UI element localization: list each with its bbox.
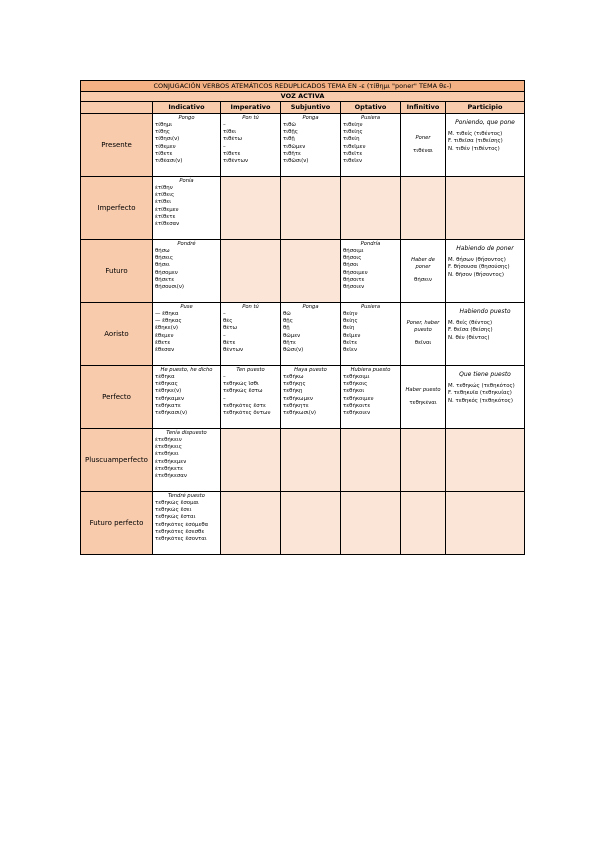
verb-form: ἔθηκε(ν)	[155, 325, 178, 332]
cell-caption: Pon tú	[242, 115, 259, 121]
verb-form: τιθῆτε	[283, 150, 301, 157]
verb-form: τεθηκὼς ἔσται	[155, 514, 196, 521]
verb-form: τιθῶμεν	[283, 143, 306, 150]
verb-form: θήσετε	[155, 276, 175, 283]
cell-caption: Ponga	[302, 115, 319, 121]
verb-form: τεθήκωσι(ν)	[283, 410, 317, 417]
verb-form: τίθεμεν	[155, 143, 176, 150]
empty-cell	[446, 429, 525, 492]
verb-form: τιθῇ	[283, 136, 295, 143]
verb-form: ἐτεθήκειν	[155, 437, 182, 443]
imperativo-cell	[221, 114, 281, 177]
infinitivo-cell	[401, 303, 446, 366]
participle-form: F. θήσουσα (θησούσης)	[448, 264, 510, 271]
verb-form: ἐτίθετε	[155, 213, 176, 220]
participle-form: F. τεθηκυῖα (τεθηκυίας)	[448, 390, 512, 397]
verb-form: ἐτίθεσαν	[155, 221, 180, 228]
verb-form: τεθηκότες ἔστε	[223, 402, 266, 409]
verb-form: τέθηκα	[155, 374, 175, 380]
verb-form: θήσοιμι	[343, 248, 364, 254]
row-label: Aoristo	[81, 303, 153, 366]
verb-form: ἐτεθήκετε	[155, 465, 184, 472]
verb-form: τίθει	[223, 129, 237, 136]
participle-form: N. τιθέν (τιθέντος)	[448, 145, 500, 152]
verb-form: θήσοι	[343, 262, 359, 269]
verb-form: ἐτεθήκει	[155, 451, 179, 458]
cell-caption: Pondría	[360, 241, 381, 247]
verb-form: ἐτίθεμεν	[155, 206, 179, 213]
participio-cell	[446, 114, 525, 177]
verb-form: –	[223, 332, 226, 339]
verb-form: ἐτίθει	[155, 199, 172, 206]
verb-form: τεθηκότες ἔσεσθε	[155, 528, 205, 535]
cell-caption: Tenía dispuesto	[166, 430, 207, 436]
voice-heading: VOZ ACTIVA	[81, 92, 525, 102]
verb-form: τιθείης	[343, 129, 363, 136]
verb-form: τεθηκότες ὄντων	[223, 410, 271, 417]
empty-cell	[341, 492, 401, 555]
row-label: Imperfecto	[81, 177, 153, 240]
verb-form: θήσω	[155, 248, 170, 254]
verb-form: ἔθεμεν	[155, 332, 174, 339]
verb-form: θείη	[343, 325, 355, 332]
cell-caption: Habiendo de poner	[456, 245, 514, 252]
row-label: Perfecto	[81, 366, 153, 429]
row-label: Futuro	[81, 240, 153, 303]
participle-form: N. θέν (θέντος)	[448, 334, 490, 341]
verb-form: τιθεῖμεν	[343, 143, 366, 150]
verb-form: –	[223, 374, 226, 380]
infinitivo-cell	[401, 366, 446, 429]
verb-form: τίθετε	[223, 150, 241, 157]
verb-form: τιθῶσι(ν)	[283, 158, 309, 165]
verb-form: τεθηκὼς ἴσθι	[223, 381, 259, 388]
verb-form: τεθηκὼς ἔσομαι	[155, 500, 199, 506]
verb-form: τιθέτω	[223, 136, 243, 143]
verb-form: τιθεῖεν	[343, 158, 363, 165]
verb-form: ἐτεθήκεις	[155, 444, 182, 451]
verb-form: θές	[223, 318, 233, 325]
verb-form: τεθήκοις	[343, 381, 368, 388]
verb-form: ἐτίθεις	[155, 192, 175, 199]
participio-cell	[446, 366, 525, 429]
verb-form: τεθήκοι	[343, 388, 365, 395]
participle-form: F. θεῖσα (θείσης)	[448, 327, 493, 334]
verb-form: τεθήκαμεν	[155, 395, 184, 402]
participle-form: F. τιθεῖσα (τιθείσης)	[448, 138, 503, 145]
indicativo-cell	[153, 366, 221, 429]
verb-form: ἐτίθην	[155, 185, 173, 191]
indicativo-cell	[153, 303, 221, 366]
verb-form: θήσεις	[155, 255, 174, 262]
verb-form: θῶ	[283, 311, 291, 317]
indicativo-cell	[153, 492, 221, 555]
empty-cell	[401, 492, 446, 555]
verb-form: θῆτε	[283, 339, 296, 346]
verb-form: τέθηκας	[155, 381, 178, 388]
cell-caption: Tendré puesto	[168, 493, 205, 499]
verb-form: θήσουσι(ν)	[155, 284, 185, 291]
verb-form: θήσοιμεν	[343, 269, 368, 276]
verb-form: θήσοιτε	[343, 276, 365, 283]
empty-cell	[221, 429, 281, 492]
header-infinitivo: Infinitivo	[401, 102, 446, 114]
verb-form: θήσοις	[343, 255, 362, 262]
empty-cell	[401, 429, 446, 492]
verb-form: ἔθετε	[155, 339, 171, 346]
verb-form: τιθείη	[343, 136, 360, 143]
verb-form: τίθημι	[155, 122, 173, 128]
verb-form: τεθηκὼς ἔστω	[223, 388, 263, 395]
row-label: Presente	[81, 114, 153, 177]
empty-cell	[281, 492, 341, 555]
empty-cell	[401, 177, 446, 240]
optativo-cell	[341, 114, 401, 177]
cell-caption: Pondré	[177, 241, 196, 247]
participle-form: M. θήσων (θήσοντος)	[448, 257, 506, 263]
verb-form: θεῖμεν	[343, 332, 361, 339]
cell-caption: Haber puesto	[405, 386, 441, 393]
table-title: CONJUGACIÓN VERBOS ATEMÁTICOS REDUPLICADOS TEMA EN -ε (τίθημι "poner" TEMA θε-)	[81, 81, 525, 92]
infinitive-form: θεῖναι	[414, 340, 432, 347]
verb-form: θείην	[343, 311, 358, 317]
indicativo-cell	[153, 177, 221, 240]
conjugation-sheet	[80, 80, 524, 555]
verb-form: τεθήκητε	[283, 402, 309, 409]
subjuntivo-cell	[281, 114, 341, 177]
verb-form: τίθησι(ν)	[155, 136, 180, 143]
subjuntivo-cell	[281, 303, 341, 366]
verb-form: τεθήκοιτε	[343, 402, 371, 409]
empty-cell	[446, 177, 525, 240]
verb-form: τεθήκοιμεν	[343, 395, 374, 402]
cell-caption: Ponía	[179, 178, 194, 184]
table-row	[81, 366, 525, 429]
cell-caption: Que tiene puesto	[459, 371, 511, 378]
infinitive-form: τεθηκέναι	[409, 399, 437, 406]
infinitivo-cell	[401, 240, 446, 303]
header-imperativo: Imperativo	[221, 102, 281, 114]
table-row	[81, 114, 525, 177]
verb-form: τιθέντων	[223, 158, 249, 165]
participle-form: M. τιθείς (τιθέντος)	[448, 131, 503, 137]
verb-form: τεθηκότες ἔσονται	[155, 536, 207, 543]
empty-cell	[221, 492, 281, 555]
verb-form: τέθηκε(ν)	[155, 388, 182, 395]
verb-form: τιθέασι(ν)	[155, 158, 183, 165]
verb-form: θεῖτε	[343, 339, 358, 346]
cell-caption: Pusiera	[360, 304, 381, 310]
cell-caption: Pongo	[178, 115, 195, 121]
cell-caption: Poniendo, que pone	[455, 119, 515, 126]
participle-form: M. τεθηκώς (τεθηκότος)	[448, 383, 515, 389]
verb-form: –	[223, 143, 226, 150]
cell-caption: Puse	[180, 304, 193, 310]
participle-form: N. τεθηκός (τεθηκότος)	[448, 397, 513, 404]
verb-form: θῶσι(ν)	[283, 347, 304, 354]
empty-cell	[221, 177, 281, 240]
verb-form: τεθηκὼς ἔσει	[155, 507, 192, 514]
cell-caption: Hubiera puesto	[350, 367, 391, 373]
table-row	[81, 240, 525, 303]
cell-caption: Habiendo puesto	[459, 308, 511, 315]
infinitive-form: τιθέναι	[413, 147, 433, 154]
verb-form: τιθεῖτε	[343, 150, 363, 157]
subjuntivo-cell	[281, 366, 341, 429]
verb-form: τεθήκῃς	[283, 381, 306, 388]
participio-cell	[446, 303, 525, 366]
verb-form: τιθῇς	[283, 129, 298, 136]
verb-form: θέντων	[223, 347, 243, 354]
verb-form: τεθήκοιμι	[343, 374, 370, 380]
cell-caption: He puesto, he dicho	[160, 367, 213, 373]
verb-form: θήσει	[155, 262, 170, 269]
verb-form: τεθηκότες ἐσόμεθα	[155, 521, 209, 528]
verb-form: θέτω	[223, 325, 237, 332]
verb-form: — ἔθηκας	[155, 318, 182, 325]
infinitive-form: θήσειν	[414, 277, 432, 284]
indicativo-cell	[153, 429, 221, 492]
empty-cell	[341, 429, 401, 492]
row-label: Pluscuamperfecto	[81, 429, 153, 492]
cell-caption: Haya puesto	[294, 367, 327, 373]
imperativo-cell	[221, 366, 281, 429]
verb-form: — ἔθηκα	[155, 311, 179, 317]
empty-cell	[281, 240, 341, 303]
corner-cell	[81, 102, 153, 114]
empty-cell	[281, 429, 341, 492]
table-row	[81, 492, 525, 555]
cell-caption: Ten puesto	[236, 367, 265, 373]
optativo-cell	[341, 303, 401, 366]
header-participio: Participio	[446, 102, 525, 114]
indicativo-cell	[153, 114, 221, 177]
verb-form: θείης	[343, 318, 358, 325]
verb-form: θήσοιεν	[343, 284, 365, 291]
verb-form: ἐτεθήκεμεν	[155, 458, 187, 465]
cell-caption: Poner	[415, 134, 431, 141]
verb-form: θῶμεν	[283, 332, 301, 339]
verb-form: –	[223, 311, 226, 317]
row-label: Futuro perfecto	[81, 492, 153, 555]
header-subjuntivo: Subjuntivo	[281, 102, 341, 114]
table-row	[81, 303, 525, 366]
infinitivo-cell	[401, 114, 446, 177]
verb-form: θῇ	[283, 325, 290, 332]
cell-caption: Pon tú	[242, 304, 259, 310]
cell-caption: Poner, haber puesto	[406, 320, 440, 334]
verb-form: θῇς	[283, 318, 293, 325]
empty-cell	[446, 492, 525, 555]
verb-form: τεθήκατε	[155, 402, 181, 409]
verb-form: τεθήκασι(ν)	[155, 410, 188, 417]
header-optativo: Optativo	[341, 102, 401, 114]
conjugation-table	[80, 80, 525, 555]
table-row	[81, 429, 525, 492]
imperativo-cell	[221, 303, 281, 366]
cell-caption: Ponga	[302, 304, 319, 310]
empty-cell	[281, 177, 341, 240]
verb-form: θέτε	[223, 339, 236, 346]
optativo-cell	[341, 366, 401, 429]
verb-form: τεθήκω	[283, 374, 304, 380]
cell-caption: Haber de poner	[411, 257, 435, 271]
verb-form: τεθήκωμεν	[283, 395, 313, 402]
verb-form: –	[223, 122, 226, 128]
verb-form: θεῖεν	[343, 347, 357, 354]
table-row	[81, 177, 525, 240]
optativo-cell	[341, 240, 401, 303]
empty-cell	[221, 240, 281, 303]
participle-form: M. θείς (θέντος)	[448, 320, 493, 326]
verb-form: τεθήκῃ	[283, 388, 303, 395]
verb-form: ἐτεθήκεσαν	[155, 473, 187, 480]
verb-form: τεθήκοιεν	[343, 410, 371, 417]
table-body	[81, 114, 525, 555]
indicativo-cell	[153, 240, 221, 303]
verb-form: τιθείην	[343, 122, 363, 128]
cell-caption: Pusiera	[360, 115, 381, 121]
verb-form: τίθης	[155, 129, 170, 136]
verb-form: –	[223, 395, 226, 402]
verb-form: τίθετε	[155, 150, 173, 157]
verb-form: τιθῶ	[283, 122, 296, 128]
empty-cell	[341, 177, 401, 240]
header-indicativo: Indicativo	[153, 102, 221, 114]
verb-form: ἔθεσαν	[155, 347, 175, 354]
participle-form: N. θῆσον (θήσοντος)	[448, 271, 504, 278]
verb-form: θήσομεν	[155, 269, 178, 276]
participio-cell	[446, 240, 525, 303]
